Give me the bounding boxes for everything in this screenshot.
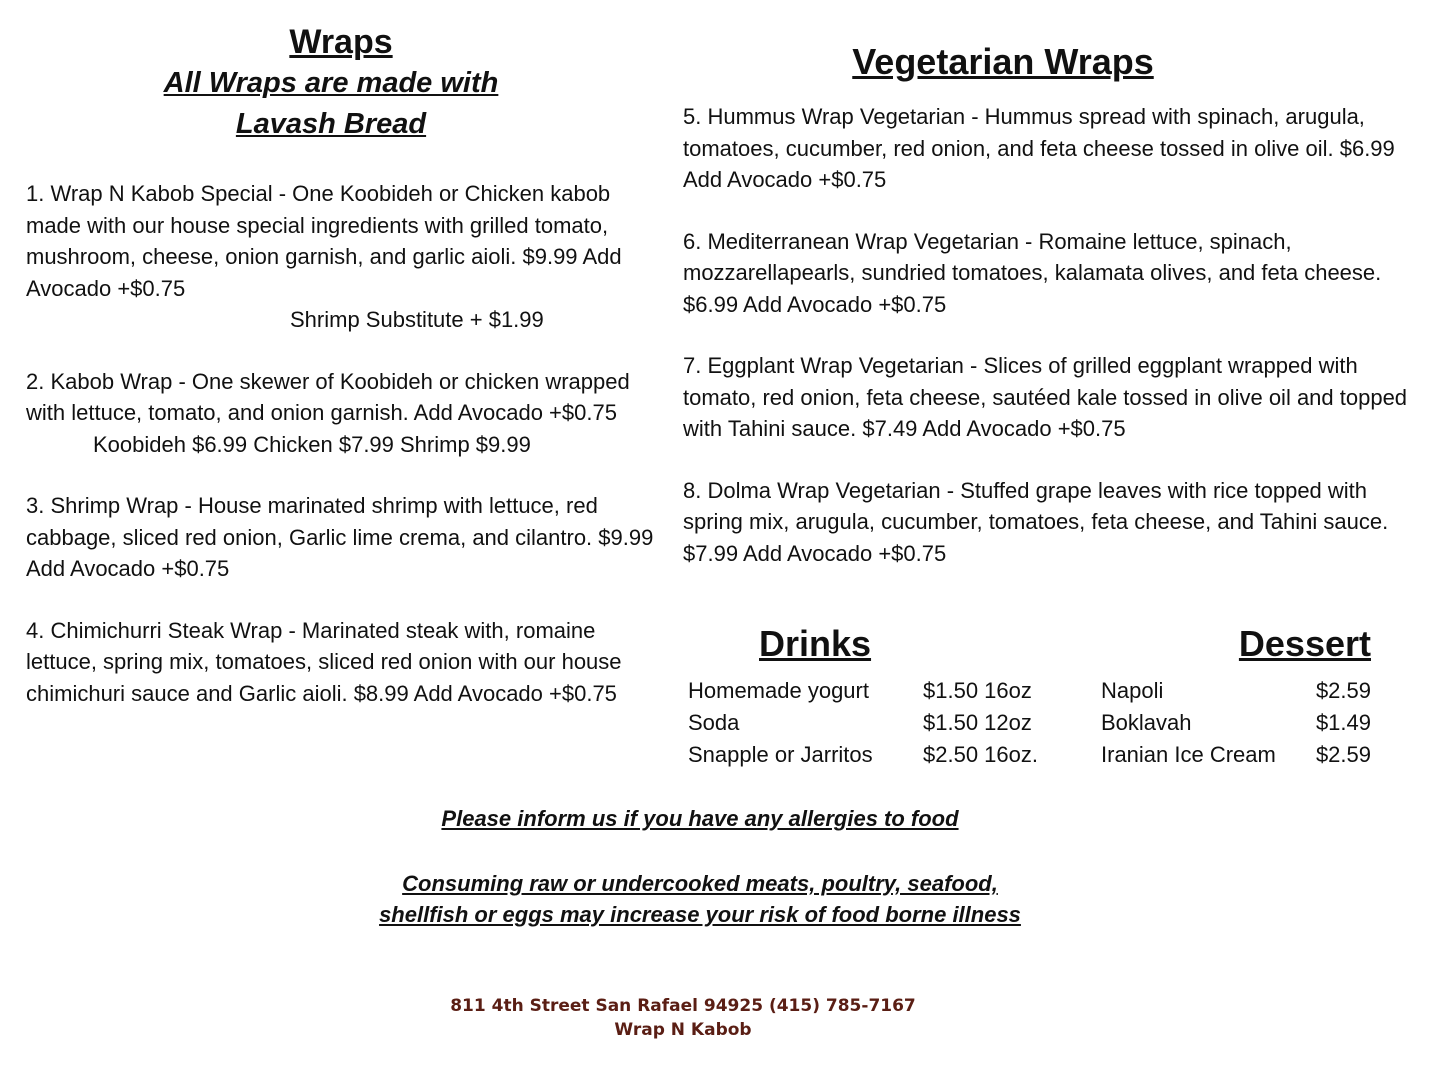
dessert-name: Iranian Ice Cream — [1101, 742, 1276, 768]
dessert-price: $1.49 — [1315, 710, 1371, 736]
veg-item-7-name: 7. Eggplant Wrap — [683, 353, 853, 379]
veg-item-6-desc: - Romaine lettuce, spinach, mozzarellapearls, sundried tomatoes, kalamata olives, and feta cheese. $6.99 Add Avocado +$0.75 — [683, 228, 1382, 317]
vegetarian-wraps-section — [683, 40, 1423, 569]
veg-item-7 — [683, 350, 1423, 445]
wraps-section — [26, 22, 656, 709]
veg-item-7-desc: - Slices of grilled eggplant wrapped with tomato, red onion, feta cheese, sautéed kale tossed in olive oil and topped with Tahini sauce. $7.49 Add Avocado +$0.75 — [683, 353, 1408, 442]
drink-name: Soda — [688, 710, 740, 736]
vegetarian-tag: Vegetarian — [913, 228, 1019, 254]
drinks-section — [688, 622, 1068, 771]
wrap-item-2 — [26, 366, 656, 461]
kabob-wrap-prices-line: Koobideh $6.99 Chicken $7.99 Shrimp $9.99 — [93, 431, 531, 457]
drinks-title: Drinks — [759, 623, 872, 664]
dessert-name: Boklavah — [1101, 710, 1192, 736]
drink-name: Homemade yogurt — [688, 678, 869, 704]
wraps-subtitle: All Wraps are made with Lavash Bread — [163, 66, 499, 140]
dessert-row — [1101, 707, 1391, 739]
dessert-section — [1101, 622, 1391, 771]
dessert-price: $2.59 — [1315, 742, 1371, 768]
drink-name: Snapple or Jarritos — [688, 742, 873, 768]
vegetarian-wraps-title: Vegetarian Wraps — [852, 41, 1154, 82]
drink-price: $1.50 12oz — [923, 710, 1032, 736]
wrap-item-2-text: 2. Kabob Wrap - One skewer of Koobideh or chicken wrapped with lettuce, tomato, and onion garnish. Add Avocado +$0.75 — [26, 368, 630, 426]
raw-food-warning-line-2: shellfish or eggs may increase your risk of food borne illness — [379, 902, 1021, 927]
veg-item-5 — [683, 101, 1423, 196]
footer-address: 811 4th Street San Rafael 94925 (415) 785-7167 — [450, 996, 916, 1016]
dessert-name: Napoli — [1101, 678, 1164, 704]
veg-item-8-desc: - Stuffed grape leaves with rice topped with spring mix, arugula, cucumber, tomatoes, feta cheese, and Tahini sauce. $7.99 Add Avocado +$0.75 — [683, 477, 1389, 566]
vegetarian-tag: Vegetarian — [835, 477, 941, 503]
drink-price: $1.50 16oz — [923, 678, 1032, 704]
raw-food-warning — [300, 868, 1100, 930]
wrap-item-4-text: 4. Chimichurri Steak Wrap - Marinated steak with, romaine lettuce, spring mix, tomatoes, sliced red onion with our house chimichuri sauce and Garlic aioli. $8.99 Add Avocado +$0.75 — [26, 617, 622, 706]
raw-food-warning-line-1: Consuming raw or undercooked meats, poultry, seafood, — [402, 871, 998, 896]
wrap-item-4 — [26, 615, 656, 710]
wraps-title: Wraps — [289, 23, 393, 61]
shrimp-substitute-line: Shrimp Substitute + $1.99 — [290, 307, 544, 333]
drink-row — [688, 707, 1068, 739]
veg-item-6 — [683, 226, 1423, 321]
wrap-item-3 — [26, 490, 656, 585]
dessert-price: $2.59 — [1315, 678, 1371, 704]
vegetarian-tag: Vegetarian — [858, 353, 964, 379]
wrap-item-1-text: 1. Wrap N Kabob Special - One Koobideh or Chicken kabob made with our house special ingredients with grilled tomato, mushroom, cheese, onion garnish, and garlic aioli. $9.99 Add Avocado +$0.75 — [26, 181, 622, 301]
veg-item-8-name: 8. Dolma Wrap — [683, 477, 830, 503]
dessert-row — [1101, 739, 1391, 771]
veg-item-5-desc: - Hummus spread with spinach, arugula, tomatoes, cucumber, red onion, and feta cheese tossed in olive oil. $6.99 Add Avocado +$0.75 — [683, 104, 1395, 193]
footer-restaurant-name: Wrap N Kabob — [614, 1020, 752, 1040]
vegetarian-tag: Vegetarian — [859, 104, 966, 130]
wrap-item-3-text: 3. Shrimp Wrap - House marinated shrimp with lettuce, red cabbage, sliced red onion, Garlic lime crema, and cilantro. $9.99 Add Avocado +$0.75 — [26, 493, 654, 582]
drink-row — [688, 739, 1068, 771]
veg-item-5-name: 5. Hummus Wrap — [683, 104, 854, 130]
wrap-item-1 — [26, 178, 656, 336]
footer — [383, 994, 983, 1042]
veg-item-6-name: 6. Mediterranean Wrap — [683, 228, 908, 254]
drink-row — [688, 675, 1068, 707]
dessert-row — [1101, 675, 1391, 707]
allergy-notice: Please inform us if you have any allergies to food — [441, 806, 959, 831]
veg-item-8 — [683, 475, 1423, 570]
dessert-title: Dessert — [1238, 623, 1371, 664]
drink-price: $2.50 16oz. — [923, 742, 1038, 768]
